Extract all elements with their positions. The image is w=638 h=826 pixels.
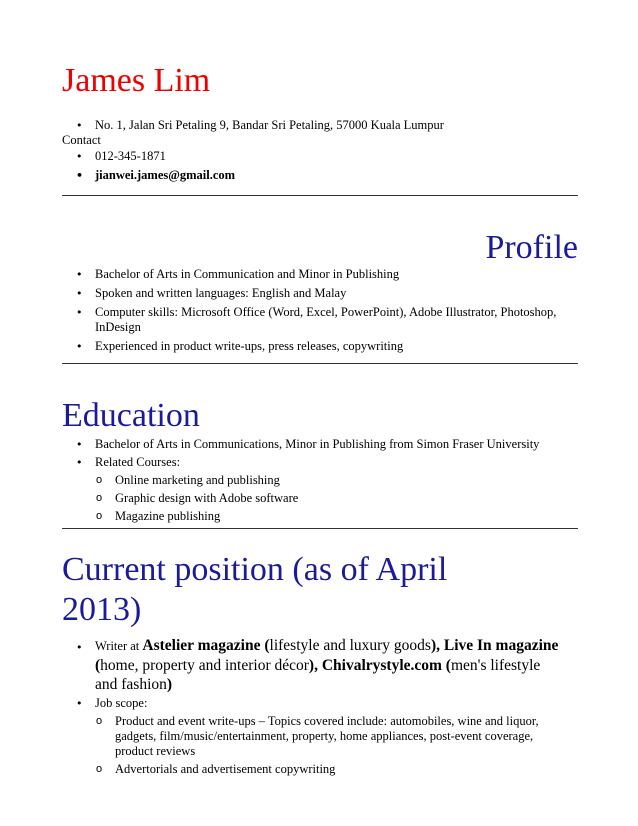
- resume-name: James Lim: [62, 62, 211, 99]
- profile-heading: Profile: [485, 229, 578, 266]
- profile-item: • Experienced in product write-ups, press releases, copywriting: [62, 339, 574, 354]
- magazine-live-in: ), Live In magazine (: [95, 637, 559, 674]
- writer-at-label: Writer at: [95, 639, 143, 653]
- courses-list: [95, 473, 578, 524]
- writer-item: [62, 636, 562, 694]
- profile-item: • Bachelor of Arts in Communication and Minor in Publishing: [62, 267, 574, 282]
- magazine-astelier: Astelier magazine (: [142, 637, 270, 654]
- course-item: o Online marketing and publishing: [95, 473, 578, 488]
- job-scope-list: [95, 714, 562, 777]
- address-list: [62, 118, 582, 133]
- course-item: o Magazine publishing: [95, 509, 578, 524]
- current-position-heading: Current position (as of April 2013): [62, 551, 448, 628]
- course-item: o Graphic design with Adobe software: [95, 491, 578, 506]
- closing-paren: ): [166, 676, 173, 693]
- phone-item: • 012-345-1871: [62, 149, 582, 164]
- divider: [62, 363, 578, 364]
- magazine-chivalrystyle: ), Chivalrystyle.com (: [308, 657, 451, 674]
- profile-list: [62, 267, 574, 354]
- scope-item: o Product and event write-ups – Topics covered include: automobiles, wine and liquor, gadgets, film/music/entertainment, property, home appliances, post-event coverage, product reviews: [95, 714, 562, 759]
- contact-list: [62, 149, 582, 183]
- job-scope-label: Job scope:: [95, 696, 148, 710]
- divider: [62, 528, 578, 529]
- job-scope-item: [62, 696, 562, 777]
- profile-item: • Spoken and written languages: English and Malay: [62, 286, 574, 301]
- astelier-description: lifestyle and luxury goods: [269, 637, 431, 654]
- courses-label: Related Courses:: [95, 455, 181, 469]
- contact-label: Contact: [62, 133, 101, 147]
- live-in-description: home, property and interior décor: [100, 657, 309, 674]
- education-heading: Education: [62, 397, 200, 434]
- scope-item: o Advertorials and advertisement copywriting: [95, 762, 562, 777]
- current-position-list: [62, 636, 562, 777]
- education-list: [62, 437, 578, 524]
- email-item: • jianwei.james@gmail.com: [62, 168, 582, 183]
- address-item: • No. 1, Jalan Sri Petaling 9, Bandar Sri Petaling, 57000 Kuala Lumpur: [62, 118, 582, 133]
- profile-item: • Computer skills: Microsoft Office (Word, Excel, PowerPoint), Adobe Illustrator, Photoshop, InDesign: [62, 305, 574, 335]
- divider: [62, 195, 578, 196]
- degree-item: • Bachelor of Arts in Communications, Minor in Publishing from Simon Fraser University: [62, 437, 578, 452]
- courses-item: [62, 455, 578, 524]
- chivalrystyle-description: men's lifestyle and fashion: [95, 657, 541, 693]
